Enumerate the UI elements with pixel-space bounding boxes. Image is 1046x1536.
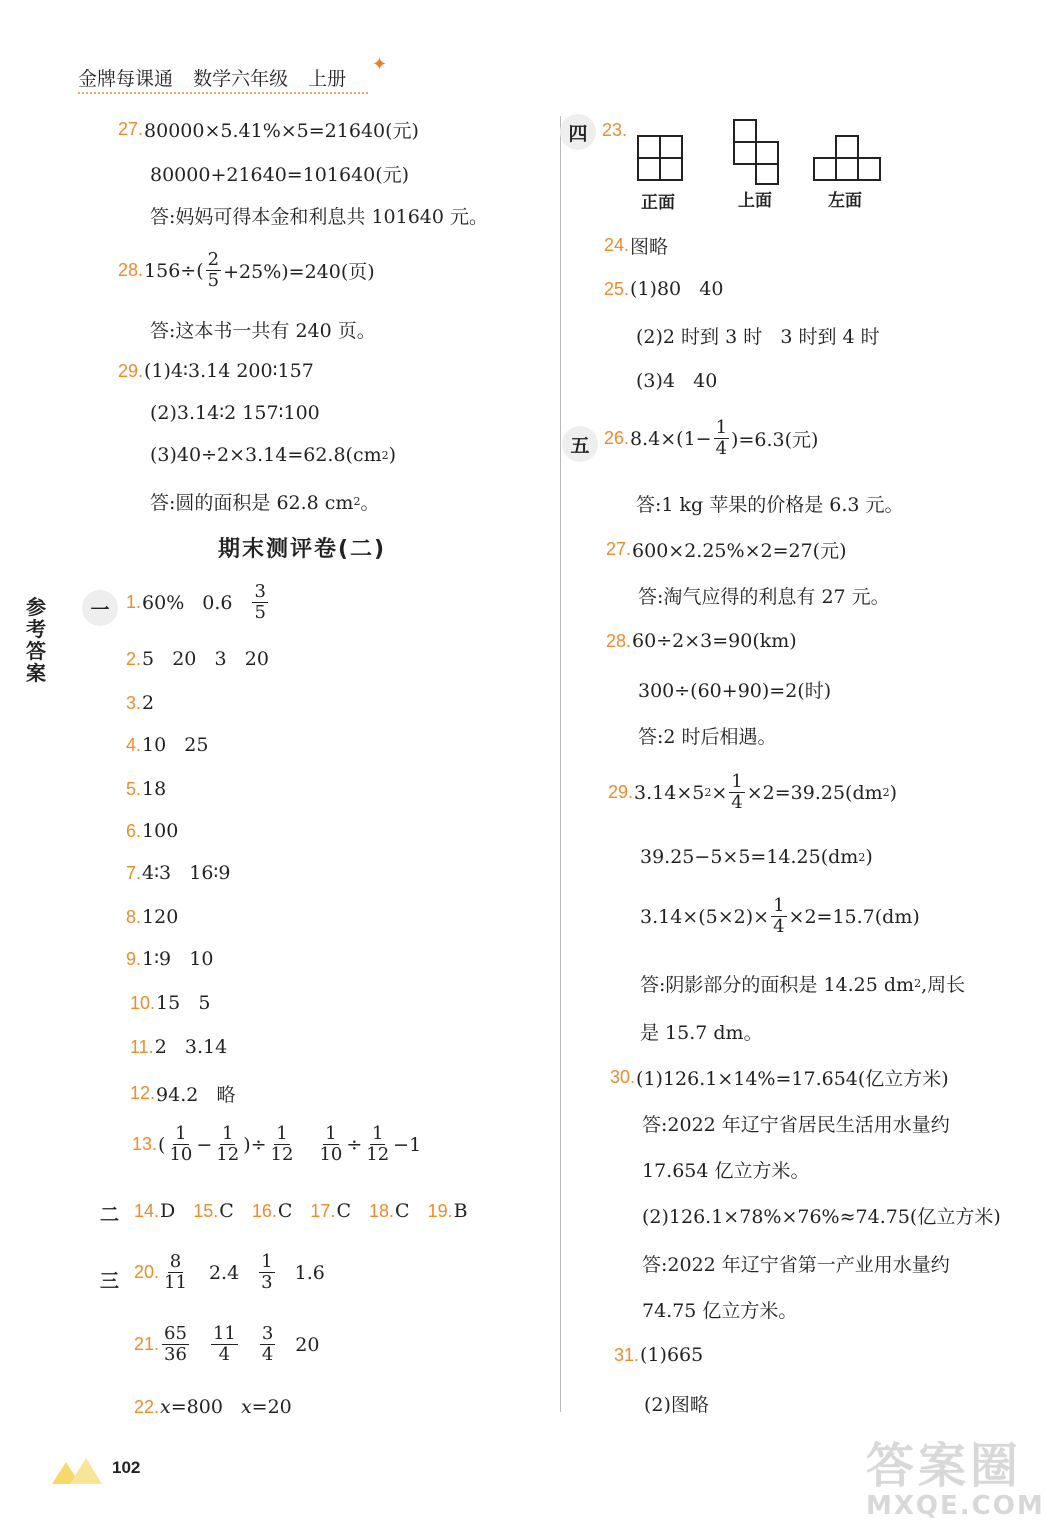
q28r-line3: 答:2 时后相遇。 [638,726,777,748]
q3 [126,692,154,714]
numerator: 11 [212,1323,236,1344]
q27r-line2: 答:淘气应得的利息有 27 元。 [638,586,890,608]
book-volume: 上册 [308,68,347,90]
denominator: 10 [169,1144,193,1165]
expr-part: 39.25−5×5=14.25(dm [640,846,859,868]
numerator: 1 [773,895,785,916]
question-number: 21. [134,1334,160,1354]
denominator: 3 [261,1272,273,1293]
expr-part: +25%)=240(页) [223,261,375,283]
q27-line2: 80000+21640=101640(元) [150,164,410,186]
answer-text: (1)4∶3.14 200∶157 [144,360,314,382]
question-number: 27. [118,119,144,139]
question-number: 29. [608,782,634,802]
q11 [130,1036,227,1058]
expr-part: ) [388,444,397,466]
expr-part: (3)40÷2×3.14=62.8(cm [150,444,382,466]
denominator: 4 [773,916,785,937]
section-marker-2: 二 [100,1204,120,1226]
denominator: 10 [319,1144,343,1165]
denominator: 4 [218,1344,231,1365]
q23 [602,120,628,141]
answer-text: 80000×5.41%×5=21640(元) [144,120,419,142]
q29r-line5: 是 15.7 dm。 [640,1022,763,1044]
column-divider [560,116,561,1412]
front-view [638,136,682,180]
question-number: 5. [126,778,142,799]
question-number: 20. [134,1262,160,1282]
q27-line1 [118,116,419,143]
denominator: 36 [164,1344,187,1365]
answer-text: 600×2.25%×2=27(元) [632,540,847,562]
fraction [269,1124,296,1165]
answer-text: 5 20 3 20 [142,648,269,670]
q10 [130,992,210,1014]
q21 [134,1324,319,1365]
question-number: 11. [130,1036,154,1057]
numerator: 1 [175,1123,187,1144]
answer-text: D [160,1200,176,1222]
numerator: 2 [207,249,220,270]
answer-text: B [453,1200,468,1222]
question-number: 9. [126,948,142,969]
q30-line5: 答:2022 年辽宁省第一产业用水量约 [642,1254,950,1276]
answer-text: 15 5 [156,992,211,1014]
q29-line2: (2)3.14∶2 157∶100 [150,402,320,424]
q28r-line2: 300÷(60+90)=2(时) [638,680,832,702]
answer-text: 100 [142,820,179,842]
question-number: 24. [604,235,630,255]
answer-text: 图略 [630,236,669,258]
answer-part: 60% [142,591,185,614]
q26-line1 [604,418,818,459]
front-view-label: 正面 [641,193,675,213]
q30-line6: 74.75 亿立方米。 [642,1300,798,1322]
denominator: 5 [254,602,266,623]
answer-text: 4∶3 16∶9 [142,862,231,884]
fraction [214,1124,241,1165]
numerator: 1 [715,417,728,438]
question-number: 12. [130,1083,156,1103]
q29r-line4 [640,970,965,997]
question-number: 30. [610,1067,636,1087]
answer-text: (1)126.1×14%=17.654(亿立方米) [636,1068,949,1090]
fraction [252,582,267,623]
numerator: 8 [169,1251,182,1272]
superscript: 2 [353,495,361,508]
q28-line1 [118,250,375,291]
q28-line2: 答:这本书一共有 240 页。 [150,320,376,342]
expr-part: 8.4×(1− [630,427,712,450]
q30-line2: 答:2022 年辽宁省居民生活用水量约 [642,1114,950,1136]
denominator: 4 [261,1344,274,1365]
question-number: 28. [118,260,144,280]
numerator: 3 [261,1323,274,1344]
fraction [771,896,786,937]
answer-text: 1∶9 10 [142,948,214,970]
section-marker-4: 四 [560,114,596,150]
section-marker-3: 三 [100,1270,120,1292]
q30-line3: 17.654 亿立方米。 [642,1160,810,1182]
question-number: 6. [126,820,142,841]
question-number: 18. [369,1200,395,1221]
q29-line4 [150,488,379,515]
q2 [126,648,269,670]
question-number: 2. [126,648,142,669]
book-title: 金牌每课通 [78,68,174,90]
fraction [317,1124,344,1165]
expr-part: 3.14×5 [634,781,705,804]
variable: x [240,1396,252,1418]
q20 [134,1252,325,1293]
numerator: 1 [371,1123,384,1144]
question-number: 10. [130,992,156,1013]
fraction [206,250,221,291]
q24 [604,232,668,259]
question-number: 8. [126,906,142,927]
q13: 13. ( $\frac{1}{10}$ − $\frac{1}{12}$ )÷ $\frac{1}{12}$ $\frac{1}{10}$ ÷ $\frac{1}{12}$ −1 [132,1123,422,1165]
q14-q19 [134,1200,468,1222]
answer-part: =20 [251,1396,292,1418]
superscript: 2 [704,786,712,799]
expr-part: )=6.3(元) [731,429,819,451]
answer-part: =800 [170,1396,223,1418]
q30-line4: (2)126.1×78%×76%≈74.75(亿立方米) [642,1206,1001,1228]
question-number: 3. [126,692,142,713]
answer-text: 120 [142,906,179,928]
book-subject: 数学六年级 [193,68,289,90]
q29r-line2 [640,846,873,868]
denominator: 12 [366,1144,390,1165]
section-marker-5: 五 [562,426,598,462]
q25-line1 [604,278,723,300]
fraction [162,1252,189,1293]
numerator: 65 [164,1323,187,1344]
answer-text: C [336,1200,351,1222]
expr-part: ) [865,846,873,868]
answer-text: (1)665 [640,1344,704,1366]
expr-part: ,周长 [921,974,966,996]
fraction [259,1252,274,1293]
q7 [126,862,230,884]
answer-text: C [395,1200,410,1222]
q29r-line3 [640,896,920,937]
page-number: 102 [112,1458,141,1477]
answer-text: 10 25 [142,734,209,756]
denominator: 4 [731,792,743,813]
q22 [134,1396,292,1418]
question-number: 29. [118,360,144,381]
q28r-line1 [606,630,797,652]
watermark-line2: MXQE.COM [866,1491,1045,1521]
q8 [126,906,178,928]
answer-part: 2.4 [208,1261,240,1284]
question-number: 31. [614,1344,640,1365]
answer-text: 2 [142,692,155,714]
question-number: 26. [604,428,630,448]
watermark [866,1438,1045,1526]
question-number: 19. [427,1200,453,1221]
question-number: 28. [606,630,632,651]
expr-part: 。 [360,492,380,514]
answer-text: C [277,1200,293,1222]
top-view-label: 上面 [738,191,772,211]
expr-part: ×2=15.7(dm) [788,905,920,928]
answer-text: 60÷2×3=90(km) [632,630,797,652]
numerator: 1 [325,1123,337,1144]
question-number: 17. [310,1200,336,1221]
left-view [814,136,880,180]
denominator: 12 [270,1144,294,1165]
q25-line3: (3)4 40 [636,370,718,392]
answer-text: 18 [142,778,167,800]
q4 [126,734,209,756]
top-view [734,120,778,184]
fraction [167,1124,194,1165]
q9 [126,948,213,970]
question-number: 16. [251,1200,277,1221]
expr-part: 答:阴影部分的面积是 14.25 dm [640,974,915,996]
book-header [78,64,360,91]
left-view-label: 左面 [828,191,862,211]
numerator: 1 [276,1123,288,1144]
answer-part: 20 [295,1333,320,1356]
q29r-line1 [608,772,897,813]
question-number: 1. [126,592,142,612]
question-number: 13. [132,1134,158,1154]
q1 [126,582,270,623]
star-icon: ✦ [372,54,388,75]
section-marker-1: 一 [82,590,118,626]
variable: x [160,1396,171,1418]
q29-line3 [150,444,396,466]
expr-part: −1 [393,1133,422,1156]
answer-text: 2 3.14 [154,1036,228,1058]
q31-line1 [614,1344,703,1366]
denominator: 5 [207,270,220,291]
fraction [729,772,744,813]
header-divider [78,92,368,94]
numerator: 1 [731,771,743,792]
answer-text: (1)80 40 [630,278,724,300]
q5 [126,778,166,800]
fraction [162,1324,189,1365]
q27-line3: 答:妈妈可得本金和利息共 101640 元。 [150,206,489,228]
expr-part: 答:圆的面积是 62.8 cm [150,492,354,514]
numerator: 1 [261,1251,273,1272]
q26-line2: 答:1 kg 苹果的价格是 6.3 元。 [636,494,904,516]
q29-line1 [118,360,314,382]
answer-part: 1.6 [294,1261,325,1284]
side-label: 参考答案 [26,595,46,685]
question-number: 7. [126,862,142,883]
q25-line2: (2)2 时到 3 时 3 时到 4 时 [636,326,880,348]
expr-part: 3.14×(5×2)× [640,905,770,928]
fraction [260,1324,275,1365]
numerator: 1 [222,1123,234,1144]
watermark-line1: 答案圈 [866,1438,1023,1494]
q30-line1 [610,1064,949,1091]
question-number: 15. [193,1200,219,1221]
superscript: 2 [882,786,890,799]
denominator: 4 [715,438,728,459]
answer-part: 0.6 [202,591,233,614]
question-number: 25. [604,278,630,299]
expr-part: × [711,781,728,804]
expr-part: ) [889,781,898,804]
question-number: 23. [602,120,628,140]
expr-part: ×2=39.25(dm [746,781,883,804]
question-number: 22. [134,1396,160,1417]
denominator: 11 [164,1272,187,1293]
superscript: 2 [381,448,389,462]
fraction [211,1324,238,1365]
expr-part: 156÷( [144,259,204,282]
answer-text: C [219,1200,234,1222]
superscript: 2 [858,850,866,864]
q31-line2: (2)图略 [644,1394,709,1416]
fraction [714,418,729,459]
q12 [130,1080,235,1107]
superscript: 2 [914,977,922,990]
question-number: 14. [134,1200,160,1221]
denominator: 12 [216,1144,240,1165]
page-decoration-icon [52,1456,106,1484]
numerator: 3 [254,581,266,602]
answer-text: 94.2 略 [156,1084,236,1106]
question-number: 27. [606,539,632,559]
three-view-drawings [636,118,896,188]
exam-title: 期末测评卷(二) [218,537,387,562]
question-number: 4. [126,734,142,755]
q6 [126,820,178,842]
fraction [364,1124,391,1165]
q27r-line1 [606,536,847,563]
